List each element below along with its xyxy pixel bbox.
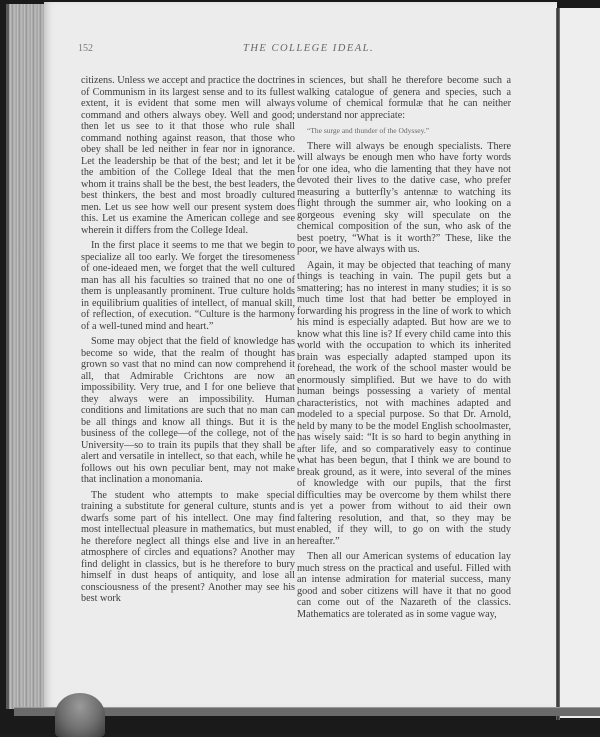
- thumb-icon: [55, 693, 105, 737]
- left-column: [81, 75, 295, 609]
- page-header: [78, 43, 518, 57]
- paragraph: citizens. Unless we accept and practice the doctrines of Communism in its largest sense and to its fullest extent, it is evident that some men will always command and others always obey. Well and good; then let us see to it that those who rule shall command nothing against reason, that those who obey shall be led neither in fear nor in ignorance. Let the leadership be that of the best; and let it be the ambition of the College Ideal that the men whom it trains shall be the best, the best leaders, the best thinkers, the best and most broadly cultured men. Let us see how well our present system does this. Let us examine the American college and see wherein it differs from the College Ideal.: [81, 75, 295, 236]
- paragraph: There will always be enough specialists. There will always be enough men who have forty words for one idea, who die lamenting that they have not devoted their lives to the dative case, who prefer measuring a butterfly’s antennæ to watching its flight through the summer air, who looking on a gorgeous evening sky will speculate on the chemical composition of the sun, who ask of the best poetry, “What is it worth?” These, like the poor, we have always with us.: [297, 140, 511, 255]
- paragraph: The student who attempts to make special training a substitute for general culture, stunts and dwarfs some part of his intellect. One may find most intellectual pleasure in mathematics, but must he therefore neglect all things else and live in an atmosphere of circles and equations? Another may find delight in classics, but is he therefore to bury himself in dust heaps of antiquity, and lose all consciousness of the present? Another may see his best work: [81, 489, 295, 604]
- page-number: 152: [78, 43, 93, 54]
- right-column: [297, 75, 511, 624]
- page-edges: [6, 4, 49, 709]
- paragraph: in sciences, but shall he therefore become such a walking catalogue of genera and species, such a volume of chemical formulæ that he can neither understand nor appreciate:: [297, 75, 511, 121]
- block-quote: “The surge and thunder of the Odyssey.”: [307, 126, 430, 135]
- paragraph: Some may object that the field of knowledge has become so wide, that the realm of thought has grown so vast that no mind can now comprehend it all, that Admirable Crichtons are now an impossibility. Very true, and I for one believe that they always were an impossibility. Human conditions and limitations are such that no man can be all things and know all things. But it is the business of the college—of the college, not of the University—so to train its pupils that they shall be alert and versatile in intellect, so that each, while he follows out his own peculiar bent, may not make that inclination a monomania.: [81, 336, 295, 485]
- paragraph: In the first place it seems to me that we begin to specialize all too early. We forget the tiresomeness of one-ideaed men, we forget that the well cultured man has all his faculties so trained that no one of them is unpleasantly prominent. True culture holds in equilibrium qualities of intellect, of manual skill, of reflection, of execution. “Culture is the harmony of a well-tuned mind and heart.”: [81, 240, 295, 332]
- right-page-edge: [560, 8, 600, 718]
- paragraph: Again, it may be objected that teaching of many things is teaching in vain. The pupil gets but a smattering; has no interest in many studies; it is so much time lost that had better be employed in forwarding his progress in the line of work to which his mind is especially adapted. But how are we to know what this line is? If every child came into this world with the occupation to which its inherited brain was especially adapted stamped upon its forehead, the work of the school master would be enormously simplified. But we have to do with human beings possessing a variety of mental characteristics, not with machines adapted and modeled to a special purpose. So that Dr. Arnold, held by many to be the model English schoolmaster, has wisely said: “It is so hard to begin anything in after life, and so comparatively easy to continue what has been begun, that I think we are bound to break ground, as it were, into several of the mines of knowledge with our pupils, that the first difficulties may be overcome by them whilst there is yet a power from without to aid their own faltering resolution, and that, so they may be enabled, if they will, to go on with the study hereafter.”: [297, 259, 511, 547]
- running-head: THE COLLEGE IDEAL.: [243, 43, 375, 54]
- paragraph: Then all our American systems of education lay much stress on the practical and useful. Filled with an intense admiration for material success, many good and sober citizens will have it that no good can come out of the Nazareth of the classics. Mathematics are tolerated as in some vague way,: [297, 551, 511, 620]
